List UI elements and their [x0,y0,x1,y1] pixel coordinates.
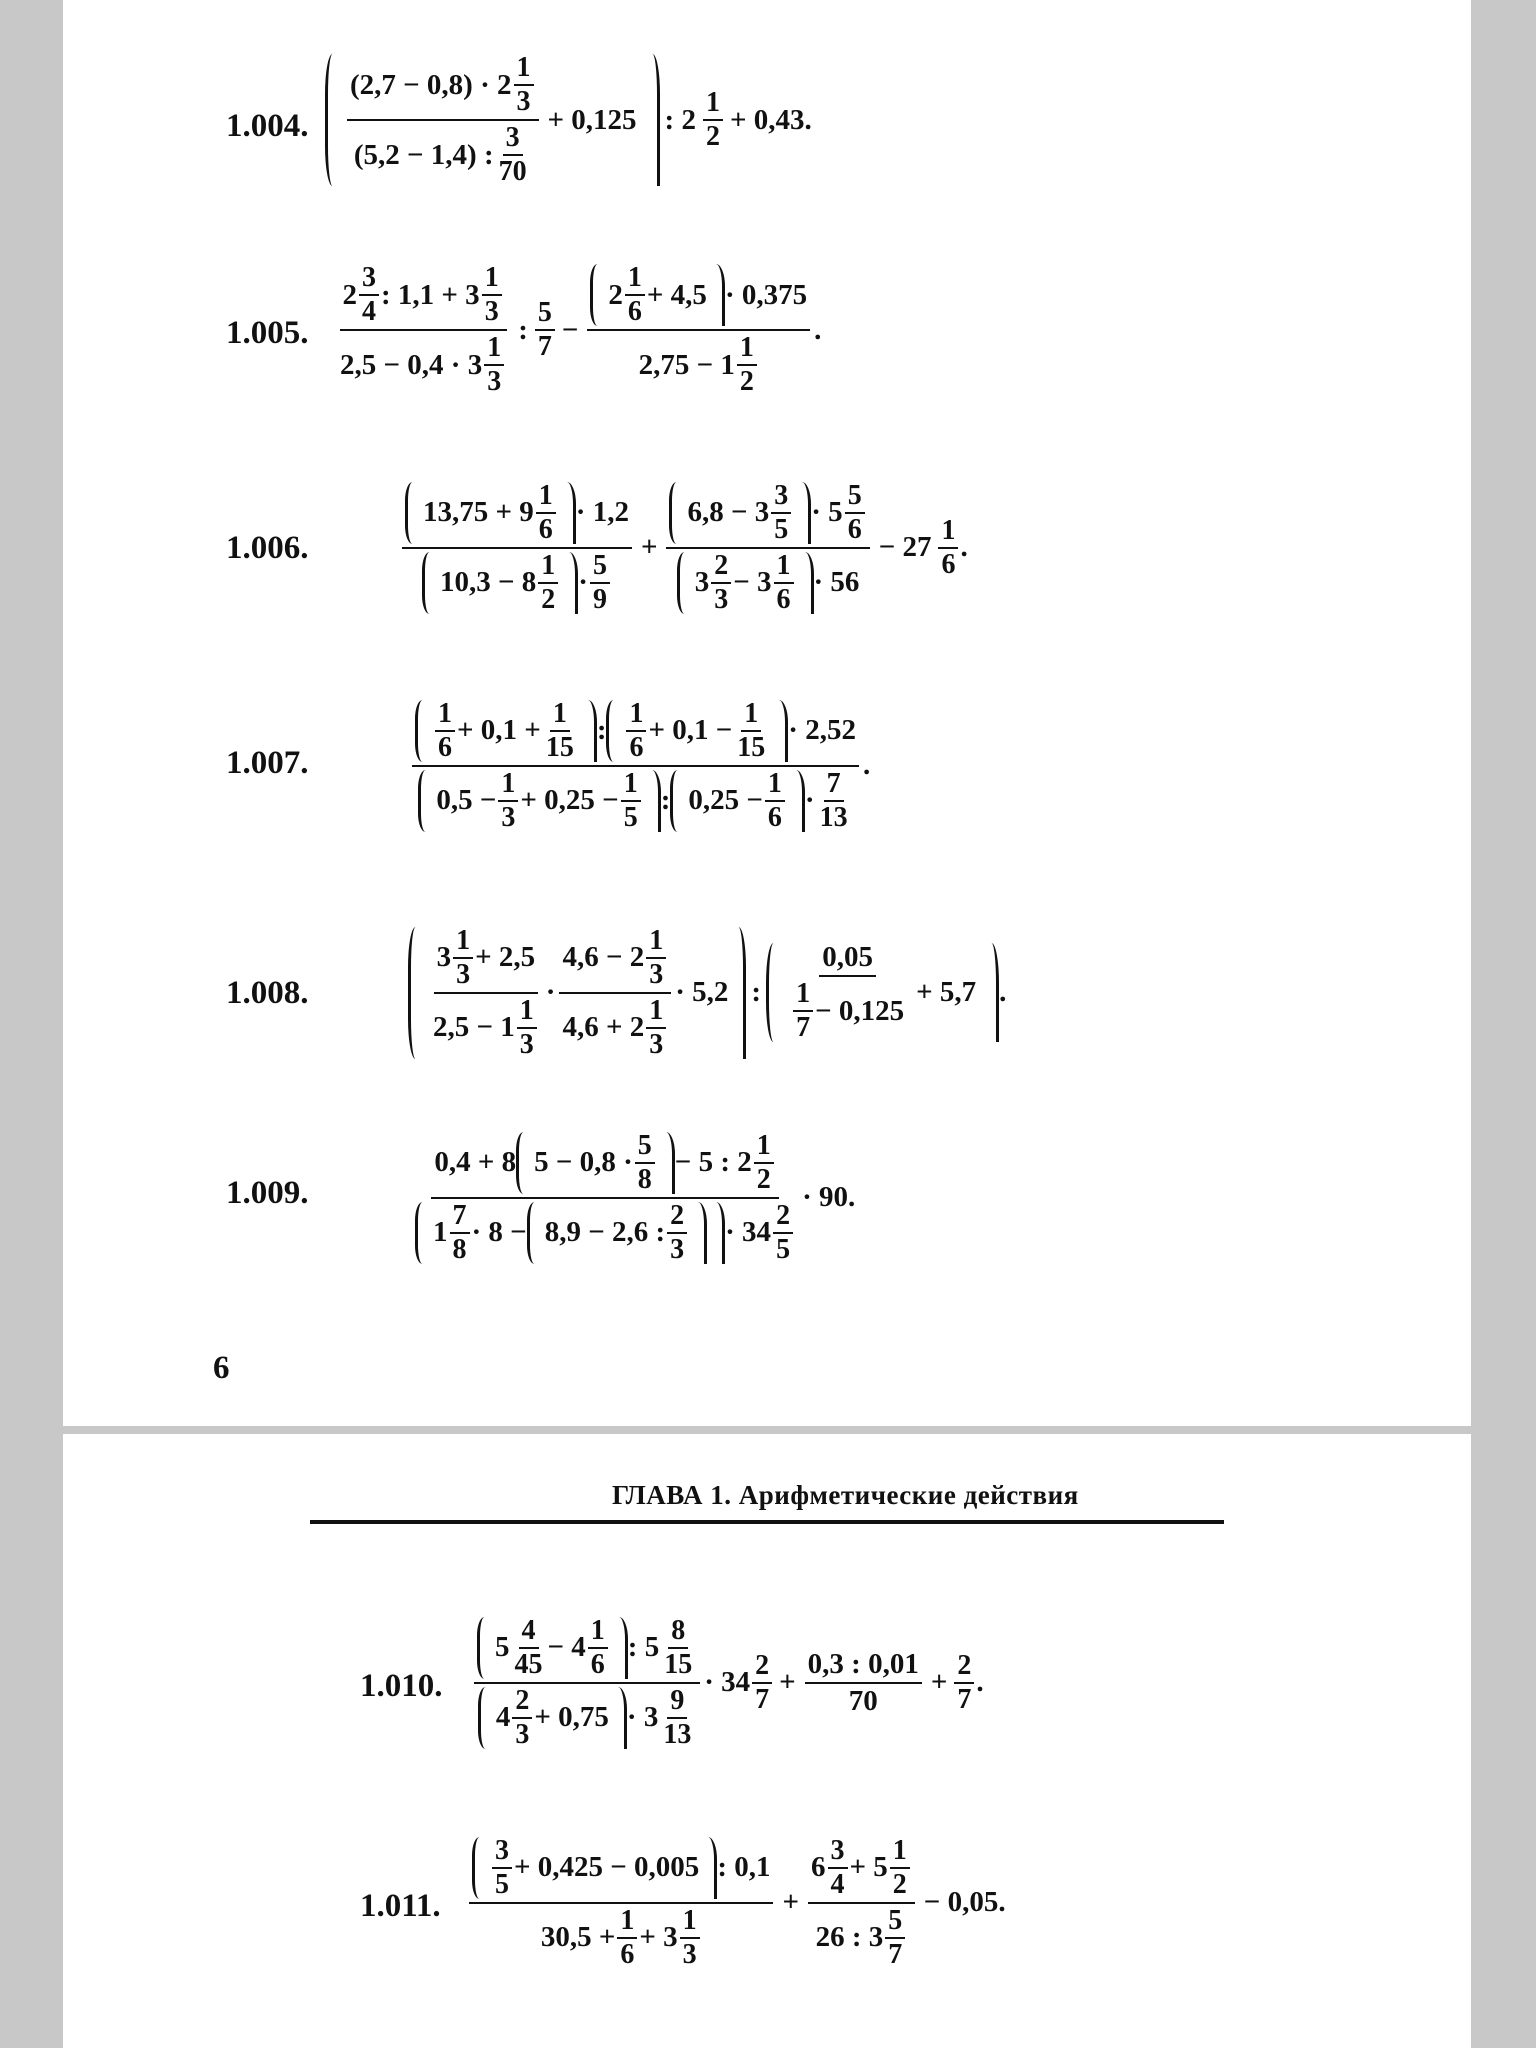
fraction: 6,8 − 3 3 5 · 5 5 6 3 2 3 − 3 1 6 · 56 [666,482,869,614]
problem-number: 1.005. [226,315,309,351]
problem-number: 1.009. [226,1175,309,1211]
fraction: 2 3 4 : 1,1 + 3 1 3 2,5 − 0,4 · 3 1 3 [337,264,509,396]
problem-expression: 3 1 3 + 2,5 2,5 − 1 1 3 · 4,6 − 2 1 3 4,6 + 2 1 3 · 5,2 : 0,05 1 7 − 0,125 + 5,7 . [408,895,1006,1090]
problem-number: 1.010. [360,1668,443,1704]
problem-expression: 0,4 + 8 5 − 0,8 · 5 8 − 5 : 2 1 2 1 7 8 · 8 − 8,9 − 2,6 : 2 3 · 34 2 5 · 90. [408,1100,855,1295]
fraction: 3 5 + 0,425 − 0,005 : 0,1 30,5 + $\frac{1}{6}$ + 3 1 3 [469,1837,773,1969]
problem-expression: (2,7 − 0,8) · 2 1 3 (5,2 − 1,4) : 3 70 + 0,125 : 2 1 2 + 0,43. [325,30,817,210]
problem-expression: 3 5 + 0,425 − 0,005 : 0,1 30,5 + $\frac{1}{6}$ + 3 1 3 + 6 3 4 + 5 1 2 26 : 3 5 7 − 0,05. [465,1805,1011,2000]
problem-number: 1.011. [360,1888,441,1924]
page-sheet-1 [63,0,1471,1426]
fraction: 6 3 4 + 5 1 2 26 : 3 5 7 [808,1837,915,1969]
parenthesis-group: 3 1 3 + 2,5 2,5 − 1 1 3 · 4,6 − 2 1 3 4,6 + 2 1 3 · 5,2 [408,927,746,1059]
fraction: $\frac{0,3 : 0,01}{70}$ [805,1650,922,1716]
page-number: 6 [213,1350,230,1386]
problem-number: 1.006. [226,530,309,566]
header-rule [310,1520,1224,1524]
fraction: 1 6 + 0,1 + $\frac{1}{15}$ : 1 6 + 0,1 − $\frac{1}{15}$ · 2,52 0,5 − $\frac{1}{3}$ + 0,25 − $\frac{1}{5}$ : 0,25 − $\frac{1}{6}$ · 7 13 [412,700,859,832]
problem-expression: 13,75 + 9 1 6 · 1,2 10,3 − 8 1 2 · 5 9 + 6,8 − 3 3 5 · 5 5 6 3 2 3 − 3 1 6 · 56 − 27 1 6 . [398,450,968,645]
problem-number: 1.007. [226,745,309,781]
fraction: 2 1 6 + 4,5 · 0,375 2,75 − 1 1 2 [587,264,810,396]
fraction: 0,05 1 7 − 0,125 [788,943,907,1042]
problem-expression: 5 4 45 − 4 1 6 : 5 8 15 4 2 3 + 0,75 · 3 9 13 · 34 2 7 + $\frac{0,3 : 0,01}{70}$ + $\frac{2}{7}$ . [470,1585,984,1780]
problem-number: 1.004. [226,108,309,144]
problem-expression: 2 3 4 : 1,1 + 3 1 3 2,5 − 0,4 · 3 1 3 : 5 7 − 2 1 6 + 4,5 · 0,375 2,75 − 1 1 2 . [333,240,821,420]
problem-expression: 1 6 + 0,1 + $\frac{1}{15}$ : 1 6 + 0,1 − $\frac{1}{15}$ · 2,52 0,5 − $\frac{1}{3}$ + 0,25 − $\frac{1}{5}$ : 0,25 − $\frac{1}{6}$ · 7 13 . [408,668,870,863]
parenthesis-group: (2,7 − 0,8) · 2 1 3 (5,2 − 1,4) : 3 70 + 0,125 [325,54,660,186]
problem-number: 1.008. [226,975,309,1011]
chapter-header: ГЛАВА 1. Арифметические действия [612,1480,1079,1510]
fraction: (2,7 − 0,8) · 2 1 3 (5,2 − 1,4) : 3 70 [347,54,539,186]
fraction: 0,4 + 8 5 − 0,8 · 5 8 − 5 : 2 1 2 1 7 8 · 8 − 8,9 − 2,6 : 2 3 · 34 2 5 [412,1132,798,1264]
fraction: 4,6 − 2 1 3 4,6 + 2 1 3 [559,927,671,1059]
fraction: 5 4 45 − 4 1 6 : 5 8 15 4 2 3 + 0,75 · 3 9 13 [474,1617,700,1749]
fraction: 13,75 + 9 1 6 · 1,2 10,3 − 8 1 2 · 5 9 [402,482,632,614]
parenthesis-group: 0,05 1 7 − 0,125 + 5,7 [766,943,999,1042]
fraction: 3 1 3 + 2,5 2,5 − 1 1 3 [430,927,542,1059]
